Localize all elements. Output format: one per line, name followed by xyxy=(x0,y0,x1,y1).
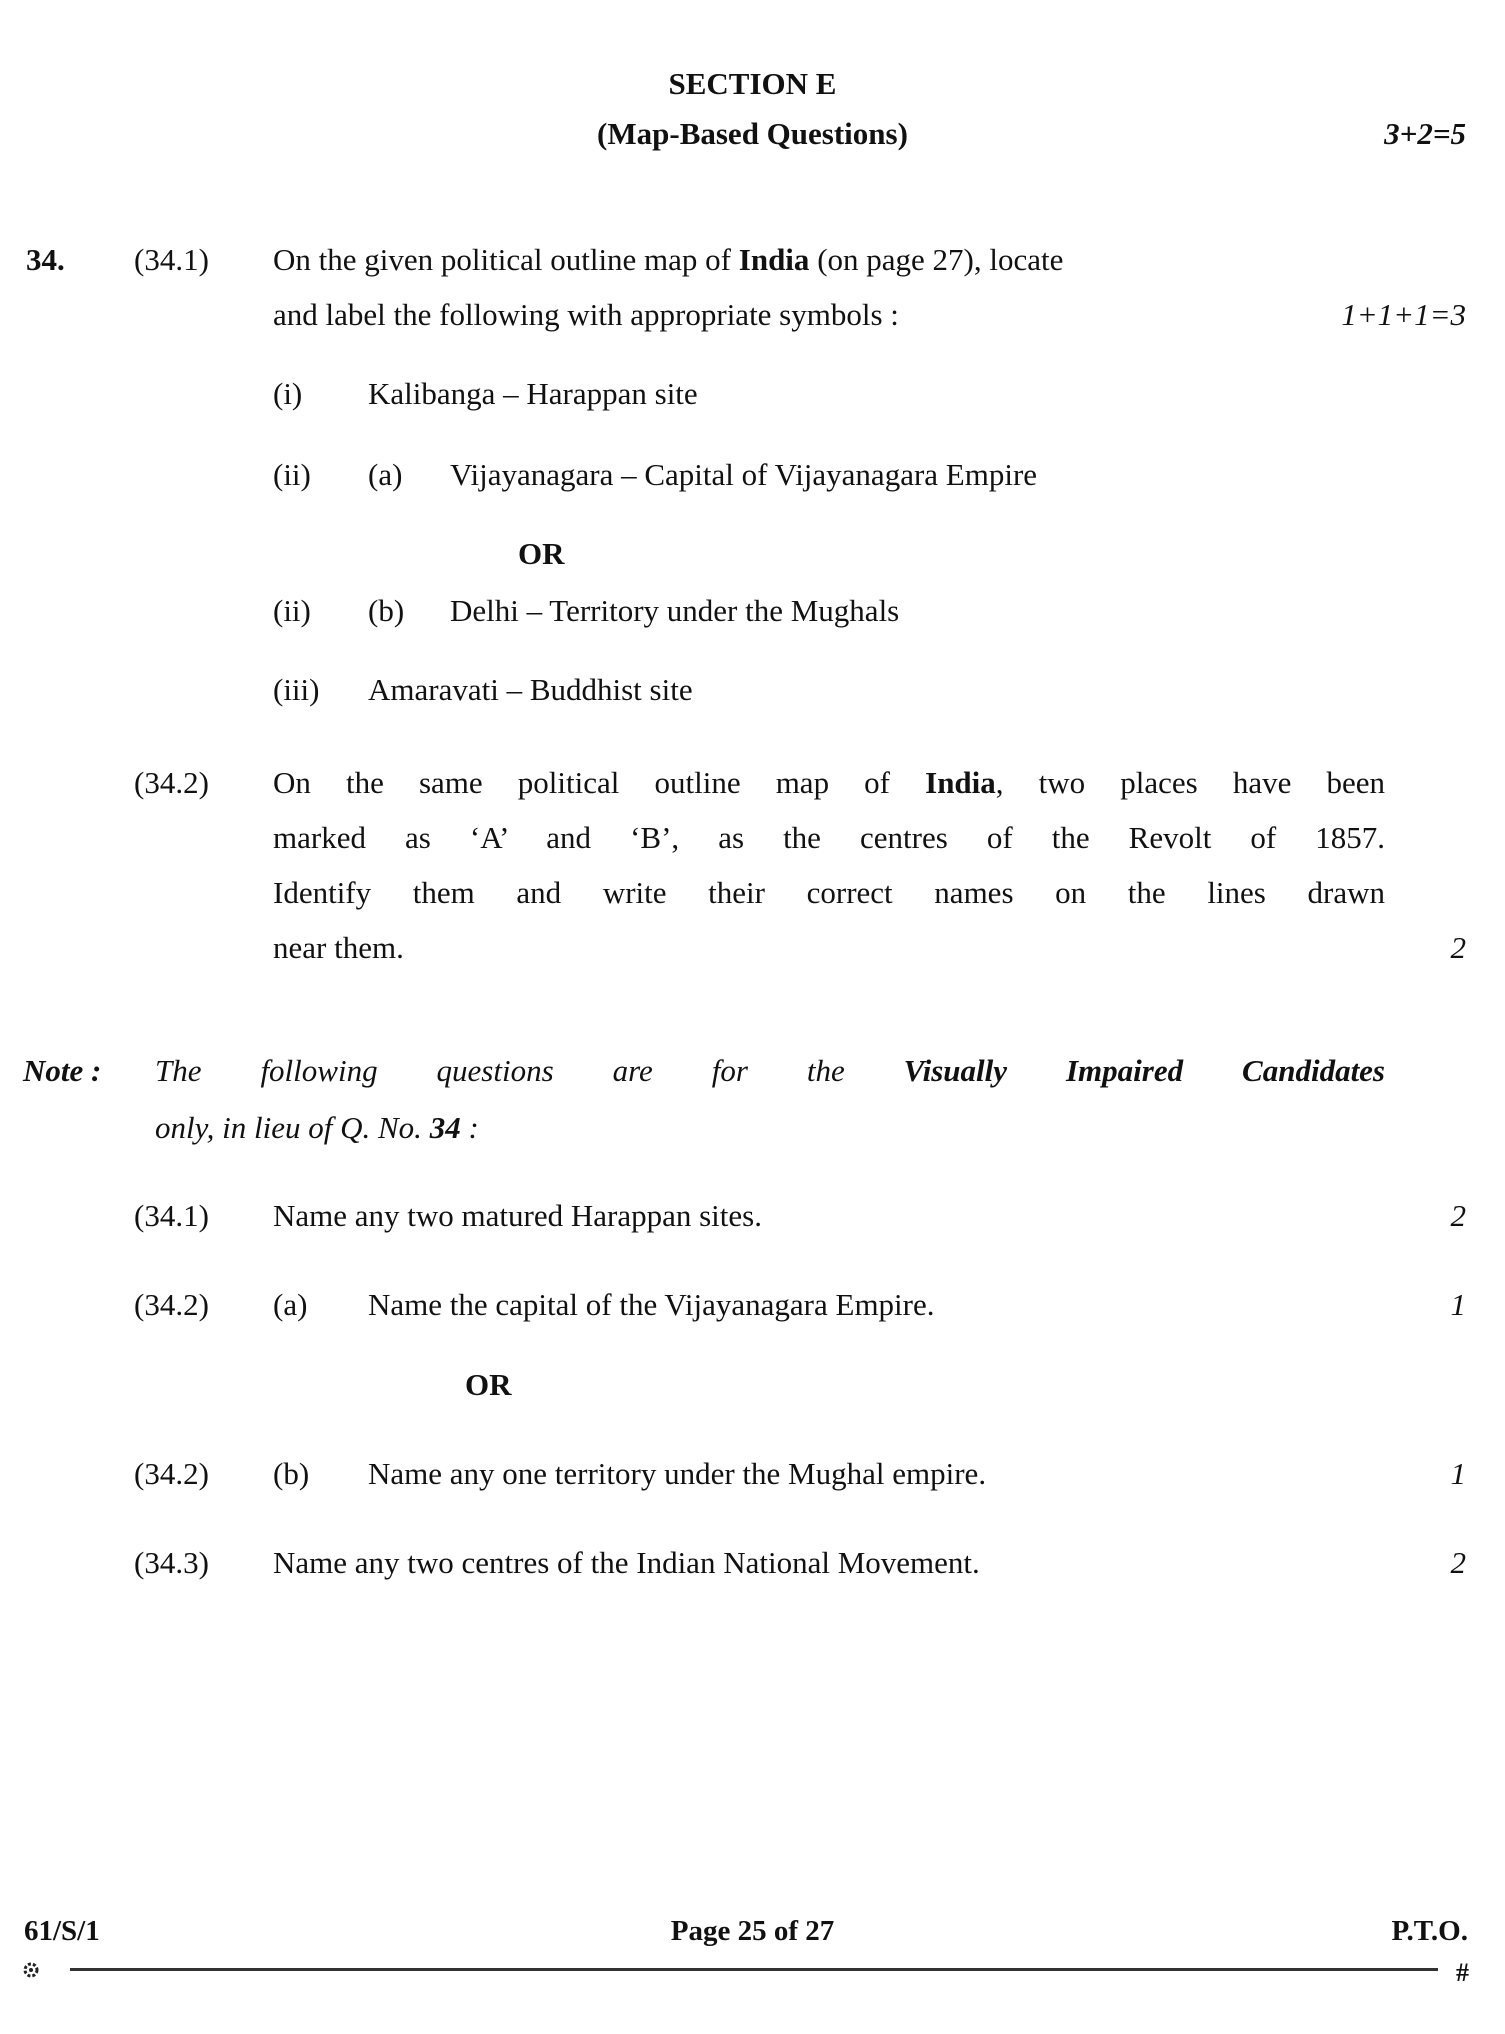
item-number: (i) xyxy=(273,376,303,411)
item-text: Vijayanagara – Capital of Vijayanagara Empire xyxy=(450,457,1038,492)
section-subtitle: (Map-Based Questions) xyxy=(597,116,908,151)
section-title: SECTION E xyxy=(668,66,837,101)
marks: 1+1+1=3 xyxy=(1341,297,1466,332)
country-name: India xyxy=(738,242,810,277)
vi-text: Name any two centres of the Indian National Movement. xyxy=(273,1545,980,1580)
question-text-line: On the same political outline map of India, two places have been xyxy=(273,765,1385,800)
item-text: Kalibanga – Harappan site xyxy=(368,376,698,411)
note-text-line: only, in lieu of Q. No. 34 : xyxy=(155,1110,479,1145)
item-text: Delhi – Territory under the Mughals xyxy=(450,593,900,628)
hash-mark: # xyxy=(1456,1958,1469,1987)
or-label: OR xyxy=(518,536,565,571)
question-text-line: On the given political outline map of India (on page 27), locate xyxy=(273,242,1064,277)
item-text: Amaravati – Buddhist site xyxy=(368,672,693,707)
question-number: 34. xyxy=(26,242,65,277)
part-label: (34.2) xyxy=(134,765,209,800)
question-text-line: near them. xyxy=(273,930,404,965)
item-sub: (b) xyxy=(368,593,405,628)
vi-sub: (a) xyxy=(273,1287,308,1322)
marks: 2 xyxy=(1450,1545,1466,1580)
vi-label: (34.3) xyxy=(134,1545,209,1580)
question-text-line: Identify them and write their correct names on the lines drawn xyxy=(273,875,1385,910)
country-name: India xyxy=(925,765,996,800)
item-number: (ii) xyxy=(273,593,311,628)
page-number: Page 25 of 27 xyxy=(670,1915,835,1947)
part-label: (34.1) xyxy=(134,242,209,277)
paper-code: 61/S/1 xyxy=(24,1915,100,1947)
question-text-line: and label the following with appropriate symbols : xyxy=(273,297,899,332)
marks: 1 xyxy=(1450,1287,1466,1322)
note-emphasis: Visually Impaired Candidates xyxy=(903,1053,1385,1088)
vi-label: (34.2) xyxy=(134,1456,209,1491)
note-label: Note : xyxy=(23,1053,102,1088)
pto-label: P.T.O. xyxy=(1391,1915,1468,1947)
marks: 2 xyxy=(1450,930,1466,965)
marks: 1 xyxy=(1450,1456,1466,1491)
vi-text: Name any one territory under the Mughal empire. xyxy=(368,1456,987,1491)
item-sub: (a) xyxy=(368,457,403,492)
or-label: OR xyxy=(465,1367,512,1402)
vi-sub: (b) xyxy=(273,1456,310,1491)
gear-flower-icon xyxy=(22,1961,40,1979)
section-marks: 3+2=5 xyxy=(1384,116,1466,151)
vi-label: (34.1) xyxy=(134,1198,209,1233)
footer-divider xyxy=(70,1968,1438,1971)
question-text-line: marked as ‘A’ and ‘B’, as the centres of the Revolt of 1857. xyxy=(273,820,1385,855)
item-number: (iii) xyxy=(273,672,320,707)
marks: 2 xyxy=(1450,1198,1466,1233)
item-number: (ii) xyxy=(273,457,311,492)
vi-label: (34.2) xyxy=(134,1287,209,1322)
note-text-line: The following questions are for the Visually Impaired Candidates xyxy=(155,1053,1385,1088)
vi-text: Name any two matured Harappan sites. xyxy=(273,1198,762,1233)
vi-text: Name the capital of the Vijayanagara Empire. xyxy=(368,1287,935,1322)
